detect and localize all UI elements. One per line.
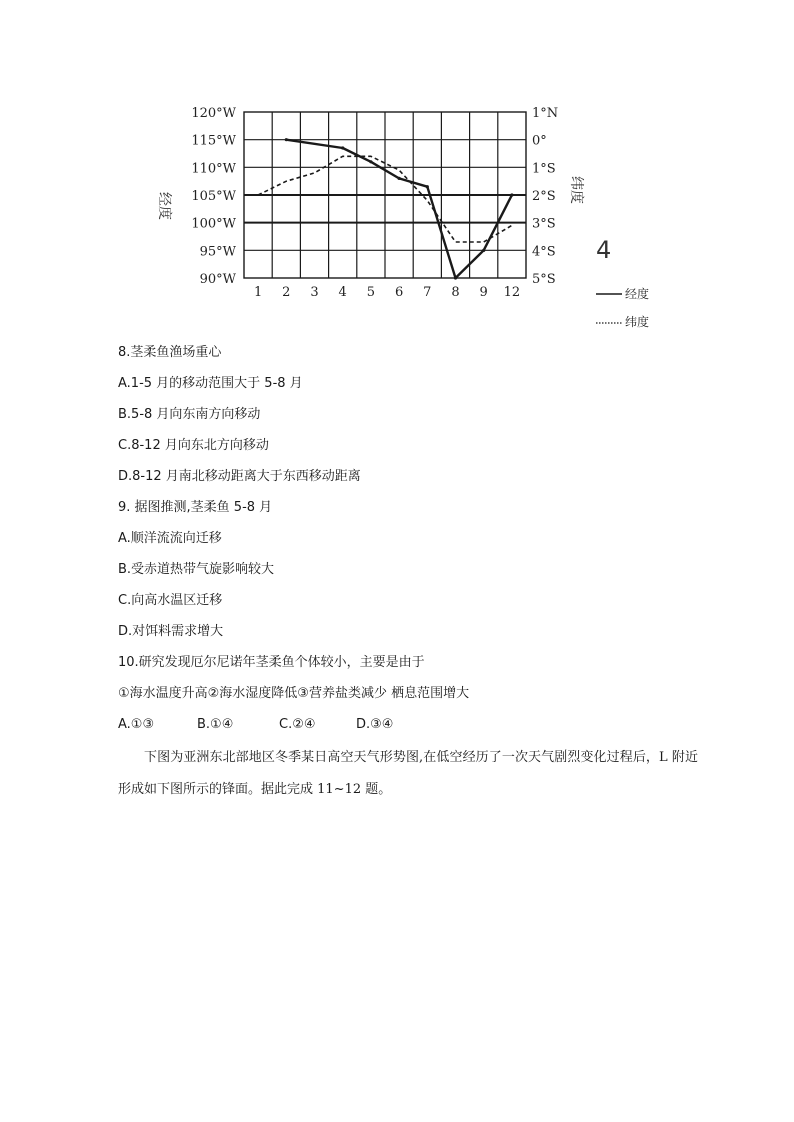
q10-option-c: C.②④ [279,717,316,732]
x-tick-label: 7 [423,285,432,300]
q8-option-c: C.8-12 月向东北方向移动 [118,438,269,453]
q10-items: ①海水温度升高②海水湿度降低③营养盐类减少 栖息范围增大 [118,686,470,701]
section-intro: 下图为亚洲东北部地区冬季某日高空天气形势图,在低空经历了一次天气剧烈变化过程后，L 附近形成如下图所示的锋面。据此完成 11~12 题。 [118,750,698,797]
x-tick-label: 1 [253,285,263,300]
longitude-series-line [286,140,512,278]
legend-solid-label: 经度 [625,287,650,301]
q10-option-d: D.③④ [356,717,394,732]
x-tick-label: 4 [338,285,347,300]
x-tick-label: 2 [282,285,291,300]
longitude-point [482,249,485,252]
q10-options [118,716,393,734]
q9-option-d: D.对饵料需求增大 [118,624,224,639]
x-tick-label: 12 [503,285,521,300]
x-tick-label: 3 [310,285,319,300]
q8-option-d: D.8-12 月南北移动距离大于东西移动距离 [118,469,361,484]
q9-option-b: B.受赤道热带气旋影响较大 [118,562,275,577]
y-left-tick-label: 115°W [191,133,236,149]
x-tick-label: 8 [451,285,460,300]
legend-dashed-label: 纬度 [625,315,650,329]
x-tick-label: 9 [479,285,488,300]
q10-option-b: B.①④ [197,717,234,732]
longitude-point [341,146,344,149]
y-right-tick-label: 3°S [532,216,556,232]
y-right-tick-label: 5°S [532,272,556,287]
longitude-point [369,160,372,163]
handwritten-annotation: 4 [596,236,612,264]
y-right-tick-label: 4°S [532,244,556,260]
q8-option-b: B.5-8 月向东南方向移动 [118,407,261,422]
y-right-tick-label: 1°N [532,106,559,121]
y-left-tick-label: 95°W [199,244,236,260]
y-left-tick-label: 105°W [191,189,236,204]
longitude-point [426,185,429,188]
q9-option-a: A.顺洋流流向迁移 [118,531,222,546]
longitude-point [454,276,457,279]
y-right-tick-label: 0° [532,133,547,149]
x-tick-label: 6 [394,285,404,300]
y-left-tick-label: 100°W [191,216,236,232]
chart-svg [140,96,700,336]
y-left-axis-label: 经度 [156,192,172,220]
y-left-tick-label: 120°W [191,106,236,121]
q10-option-a: A.①③ [118,717,155,732]
y-left-tick-label: 110°W [191,161,236,177]
x-tick-label: 5 [366,285,376,300]
fishing-ground-chart [140,96,700,336]
y-left-tick-label: 90°W [199,272,236,287]
q9-option-c: C.向高水温区迁移 [118,593,223,608]
q10-stem: 10.研究发现厄尔尼诺年茎柔鱼个体较小，主要是由于 [118,655,425,670]
longitude-point [510,193,513,196]
y-right-axis-label: 纬度 [568,176,584,204]
q8-stem: 8.茎柔鱼渔场重心 [118,345,222,360]
longitude-point [398,177,401,180]
longitude-point [285,138,288,141]
y-right-tick-label: 1°S [532,161,556,177]
y-right-tick-label: 2°S [532,189,556,204]
q9-stem: 9. 据图推测,茎柔鱼 5-8 月 [118,500,273,515]
q8-option-a: A.1-5 月的移动范围大于 5-8 月 [118,376,303,391]
